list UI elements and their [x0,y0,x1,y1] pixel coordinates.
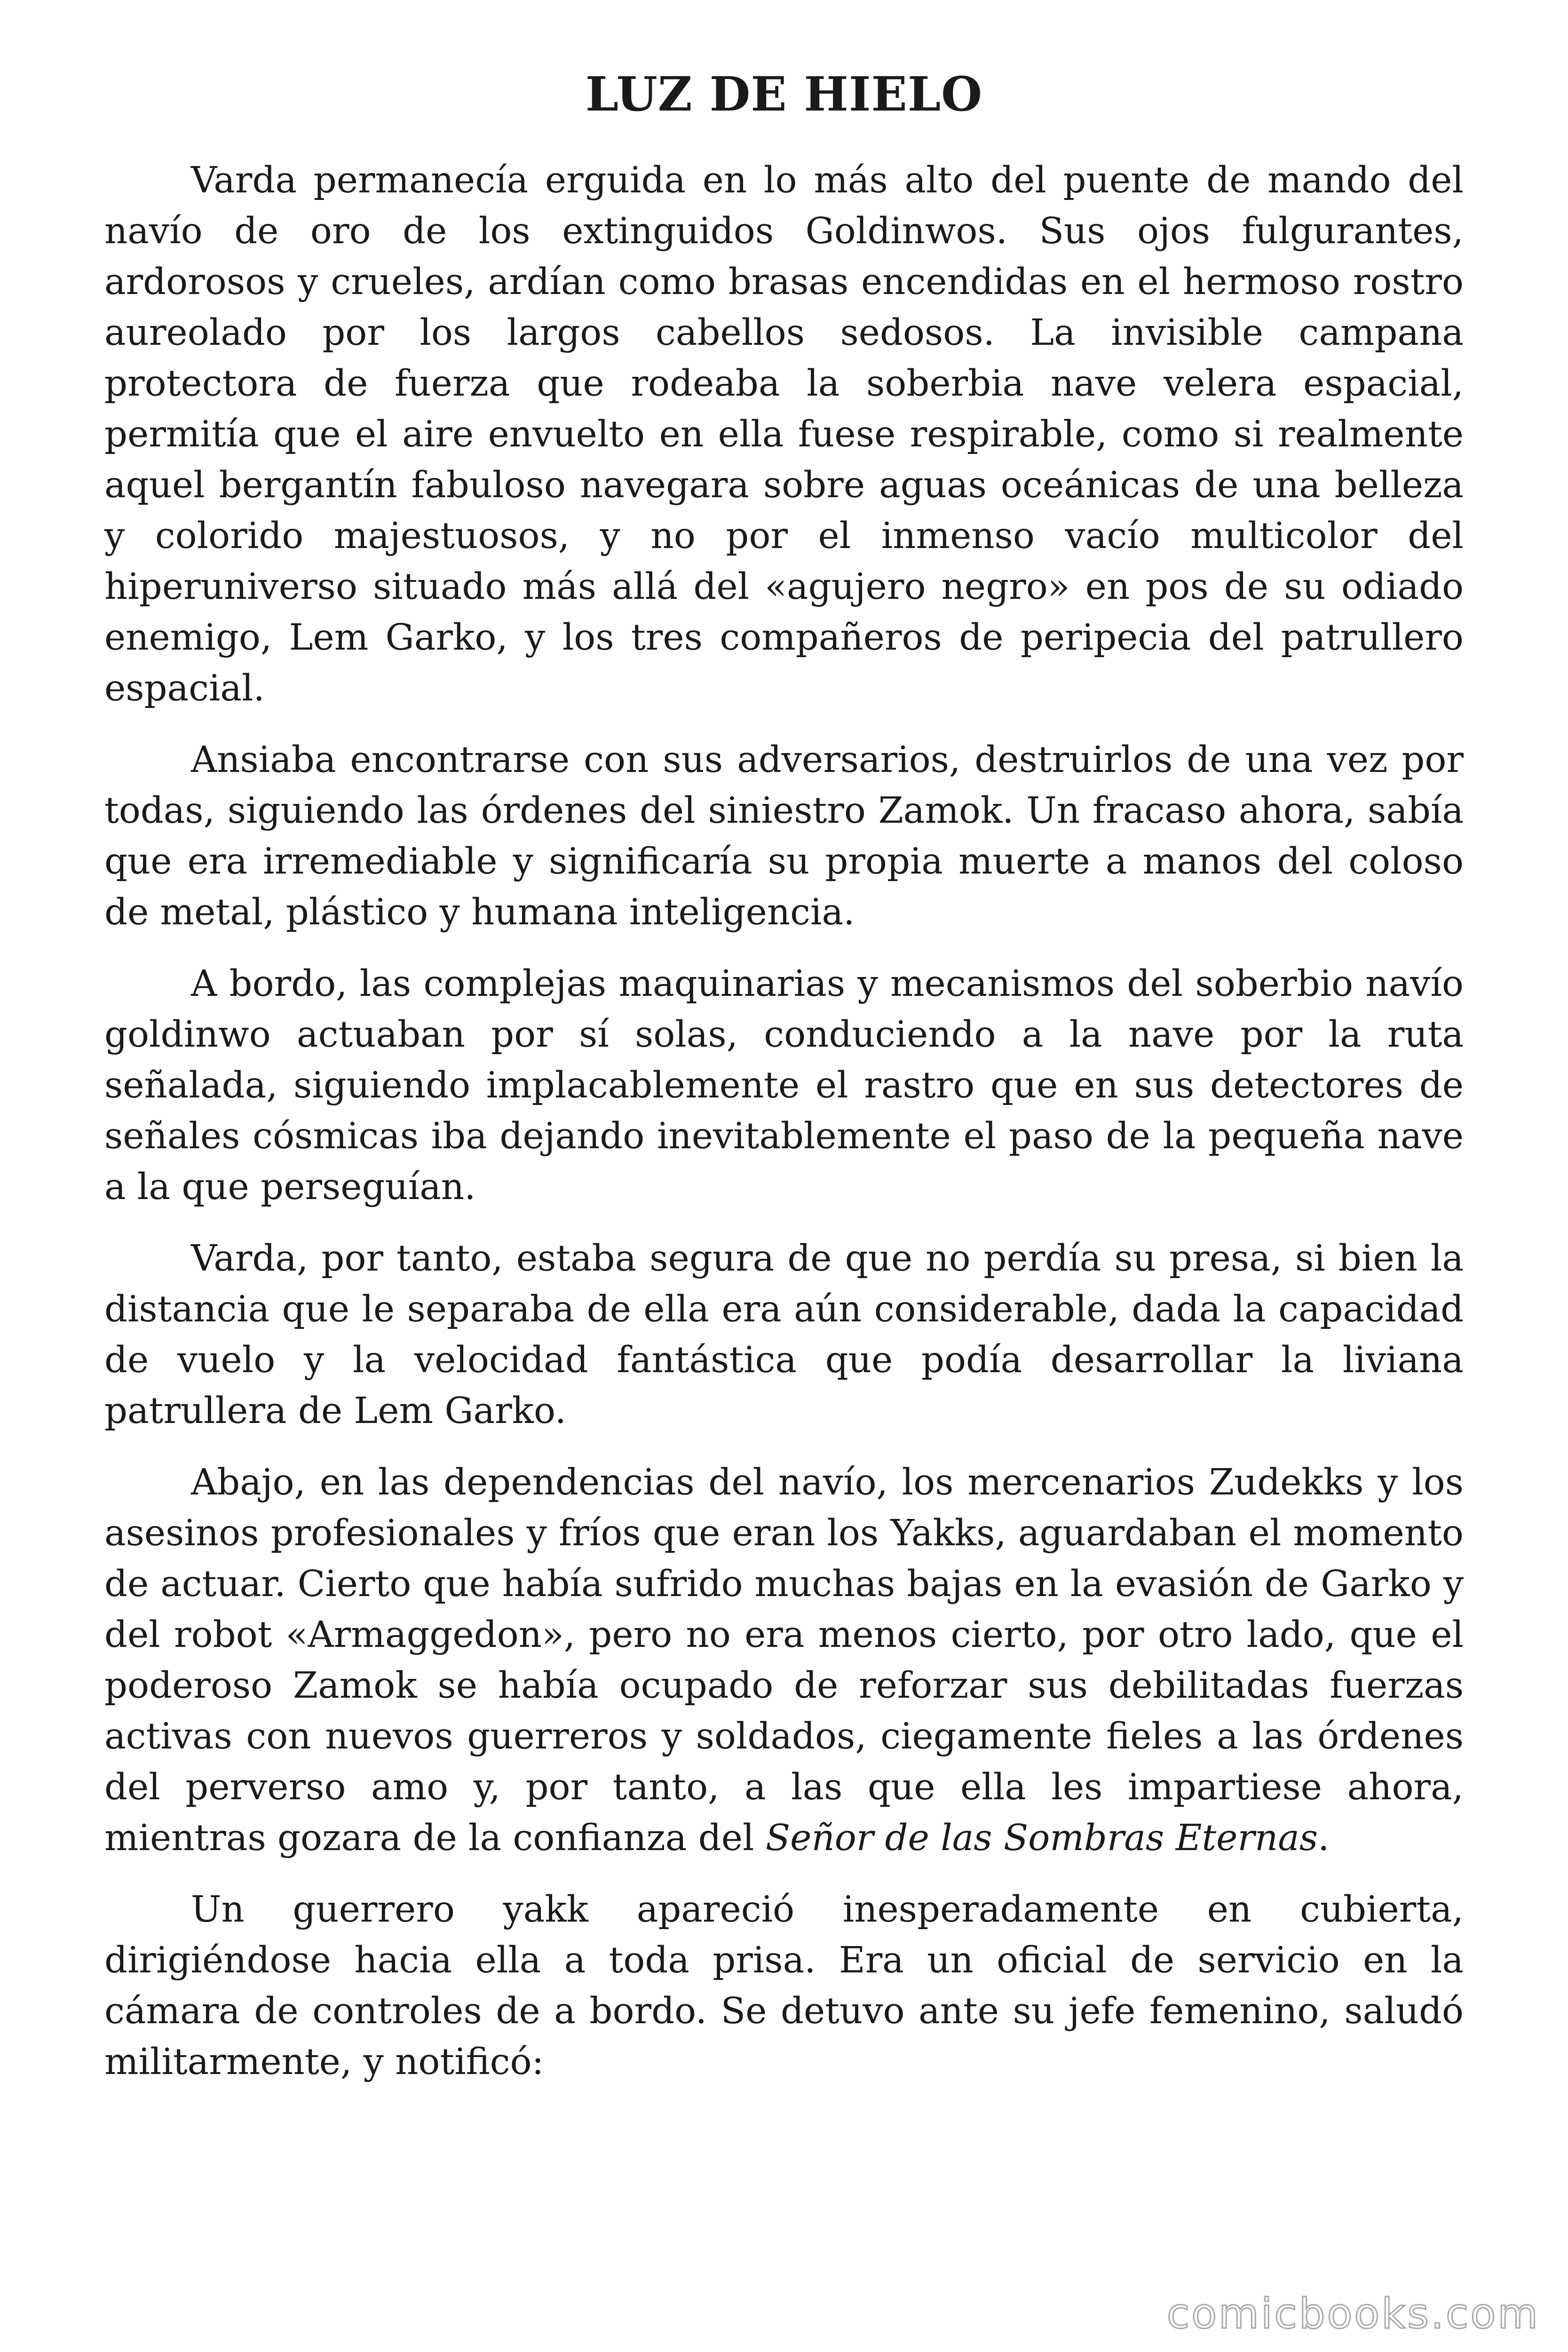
paragraph-3: A bordo, las complejas maquinarias y mecanismos del soberbio navío goldinwo actuaban por sí solas, conduciendo a la nave por la ruta señalada, siguiendo implacablemente el rastro que en sus detectores de señales cósmicas iba dejando inevitablemente el paso de la pequeña nave a la que perseguían. [104,963,1464,1208]
chapter-title: LUZ DE HIELO [585,66,983,122]
paragraph-5 [104,1457,1464,1864]
watermark: comicbooks.com [1166,2289,1540,2338]
paragraph-1: Varda permanecía erguida en lo más alto del puente de mando del navío de oro de los extinguidos Goldinwos. Sus ojos fulgurantes, ardorosos y crueles, ardían como brasas encendidas en el hermoso rostro aureolado por los largos cabellos sedosos. La invisible campana protectora de fuerza que rodeaba la soberbia nave velera espacial, permitía que el aire envuelto en ella fuese respirable, como si realmente aquel bergantín fabuloso navegara sobre aguas oceánicas de una belleza y colorido majestuosos, y no por el inmenso vacío multicolor del hiperuniverso situado más allá del «agujero negro» en pos de su odiado enemigo, Lem Garko, y los tres compañeros de peripecia del patrullero espacial. [104,159,1464,709]
paragraph-5-italic-phrase: Señor de las Sombras Eternas [765,1817,1318,1859]
paragraph-5-text-before: Abajo, en las dependencias del navío, los mercenarios Zudekks y los asesinos profesionales y fríos que eran los Yakks, aguardaban el momento de actuar. Cierto que había sufrido muchas bajas en la evasión de Garko y del robot «Armaggedon», pero no era menos cierto, por otro lado, que el poderoso Zamok se había ocupado de reforzar sus debilitadas fuerzas activas con nuevos guerreros y soldados, ciegamente fieles a las órdenes del perverso amo y, por tanto, a las que ella les impartiese ahora, mientras gozara de la confianza del [104,1462,1464,1859]
paragraph-2: Ansiaba encontrarse con sus adversarios, destruirlos de una vez por todas, siguiendo las órdenes del siniestro Zamok. Un fracaso ahora, sabía que era irremediable y significaría su propia muerte a manos del coloso de metal, plástico y humana inteligencia. [104,739,1464,933]
paragraph-5-text-after: . [1318,1817,1330,1859]
page-content [104,66,1464,2108]
paragraph-4: Varda, por tanto, estaba segura de que no perdía su presa, si bien la distancia que le separaba de ella era aún considerable, dada la capacidad de vuelo y la velocidad fantástica que podía desarrollar la liviana patrullera de Lem Garko. [104,1238,1464,1432]
paragraph-6: Un guerrero yakk apareció inesperadamente en cubierta, dirigiéndose hacia ella a toda prisa. Era un oficial de servicio en la cámara de controles de a bordo. Se detuvo ante su jefe femenino, saludó militarmente, y notificó: [104,1889,1464,2083]
